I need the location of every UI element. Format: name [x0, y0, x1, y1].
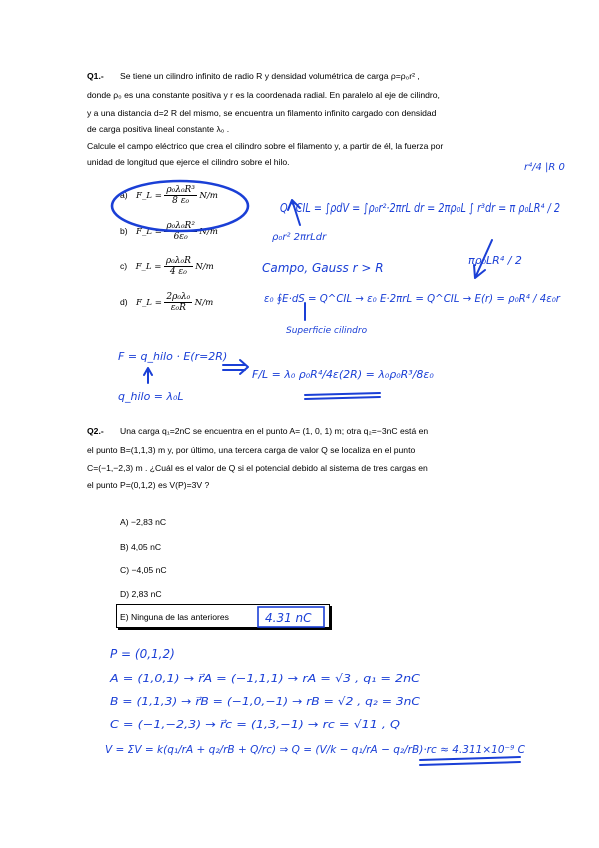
- q2-underline: [420, 757, 520, 765]
- q2-line-3: C=(−1,−2,3) m . ¿Cuál es el valor de Q si el potencial debido al sistema de tres cargas en: [87, 463, 428, 473]
- qhilo-arrow: [144, 368, 152, 383]
- option-lhs: F_L =: [136, 190, 162, 201]
- hw-q1-surface: Superficie cilindro: [286, 326, 368, 336]
- option-letter: a): [120, 189, 128, 200]
- hw-q2-box: 4.31 nC: [265, 611, 312, 625]
- q1-line-4: de carga positiva lineal constante λ₀ .: [87, 124, 230, 134]
- final-underline: [305, 393, 380, 399]
- hw-q1-qcil2: πρ₀LR⁴ / 2: [468, 254, 522, 267]
- hw-q1-force2: F/L = λ₀ ρ₀R⁴/4ε(2R) = λ₀ρ₀R³/8ε₀: [252, 368, 434, 381]
- hw-q2-c: C = (−1,−2,3) → r⃗c = (1,3,−1) → rc = √11 , Q: [110, 718, 401, 731]
- q2-line-4: el punto P=(0,1,2) es V(P)=3V ?: [87, 480, 210, 490]
- option-numerator: ρ₀λ₀R²: [166, 221, 195, 231]
- hw-q1-gauss: ε₀ ∮E·dS = Q^CIL → ε₀ E·2πrL = Q^CIL → E(r) = ρ₀R⁴ / 4ε₀r: [264, 292, 562, 305]
- option-numerator: 2ρ₀λ₀: [166, 292, 191, 302]
- q2-answer-a[interactable]: A) −2,83 nC: [120, 517, 167, 527]
- answer-circle: [112, 181, 248, 231]
- option-lhs: F_L =: [135, 261, 162, 272]
- q2-answer-c[interactable]: C) −4,05 nC: [120, 565, 167, 575]
- q2-answer-b[interactable]: B) 4,05 nC: [120, 542, 162, 552]
- option-letter: b): [120, 225, 128, 236]
- hw-q2-a: A = (1,0,1) → r⃗A = (−1,1,1) → rA = √3 , q₁ = 2nC: [108, 672, 421, 685]
- q1-line-6: unidad de longitud que ejerce el cilindro sobre el hilo.: [87, 157, 290, 167]
- option-unit: N/m: [194, 297, 214, 308]
- hw-q2-v: V = ΣV = k(q₁/rA + q₂/rB + Q/rc) ⇒ Q = (V/k − q₁/rA − q₂/rB)·rc ≈ 4.311×10⁻⁹ C: [105, 743, 526, 756]
- option-unit: N/m: [195, 261, 214, 272]
- q1-line-5: Calcule el campo eléctrico que crea el cilindro sobre el filamento y, a partir de él, la fuerza por: [87, 141, 444, 151]
- option-unit: N/m: [199, 190, 218, 201]
- q2-answer-e[interactable]: E) Ninguna de las anteriores: [120, 612, 229, 622]
- option-unit: N/m: [199, 226, 218, 237]
- option-lhs: F_L =: [136, 226, 162, 237]
- hw-q1-rdm: r⁴/4 |R 0: [524, 162, 565, 173]
- option-denominator: 8 ε₀: [172, 196, 190, 206]
- option-denominator: ε₀R: [170, 303, 186, 313]
- hw-q1-dq: ρ₀r² 2πrLdr: [272, 232, 327, 243]
- hw-q1-field-title: Campo, Gauss r > R: [262, 261, 384, 275]
- hw-q1-force: F = q_hilo · E(r=2R): [118, 350, 228, 363]
- option-denominator: 6ε₀: [173, 232, 188, 242]
- option-letter: c): [120, 260, 128, 271]
- q2-label: Q2.-: [87, 426, 104, 436]
- q1-line-3: y a una distancia d=2 R del mismo, se encuentra un filamento infinito cargado con densidad: [87, 108, 437, 118]
- option-numerator: ρ₀λ₀R: [165, 256, 191, 266]
- option-letter: d): [120, 296, 128, 307]
- option-denominator: 4 ε₀: [169, 267, 187, 277]
- hw-q1-qhilo: q_hilo = λ₀L: [118, 390, 184, 403]
- q2-line-2: el punto B=(1,1,3) m y, por último, una tercera carga de valor Q se localiza en el punto: [87, 445, 416, 455]
- q1-label: Q1.-: [87, 71, 104, 81]
- hw-q1-charge: Q^CIL = ∫ρdV = ∫ρ₀r²·2πrL dr = 2πρ₀L ∫ r³dr = π ρ₀LR⁴ / 2: [280, 201, 560, 215]
- q2-answer-d[interactable]: D) 2,83 nC: [120, 589, 162, 599]
- hw-q2-b: B = (1,1,3) → r⃗B = (−1,0,−1) → rB = √2 , q₂ = 3nC: [110, 695, 421, 708]
- q1-line-2: donde ρ₀ es una constante positiva y r es la coordenada radial. En paralelo al eje de cilindro,: [87, 90, 440, 100]
- option-numerator: ρ₀λ₀R³: [166, 185, 195, 195]
- hw-q2-p: P = (0,1,2): [110, 647, 175, 661]
- q2-line-1: Una carga q₁=2nC se encuentra en el punto A= (1, 0, 1) m; otra q₂=−3nC está en: [120, 426, 429, 436]
- option-lhs: F_L =: [136, 297, 162, 308]
- q1-line-1: Se tiene un cilindro infinito de radio R y densidad volumétrica de carga ρ=ρ₀r² ,: [120, 71, 420, 81]
